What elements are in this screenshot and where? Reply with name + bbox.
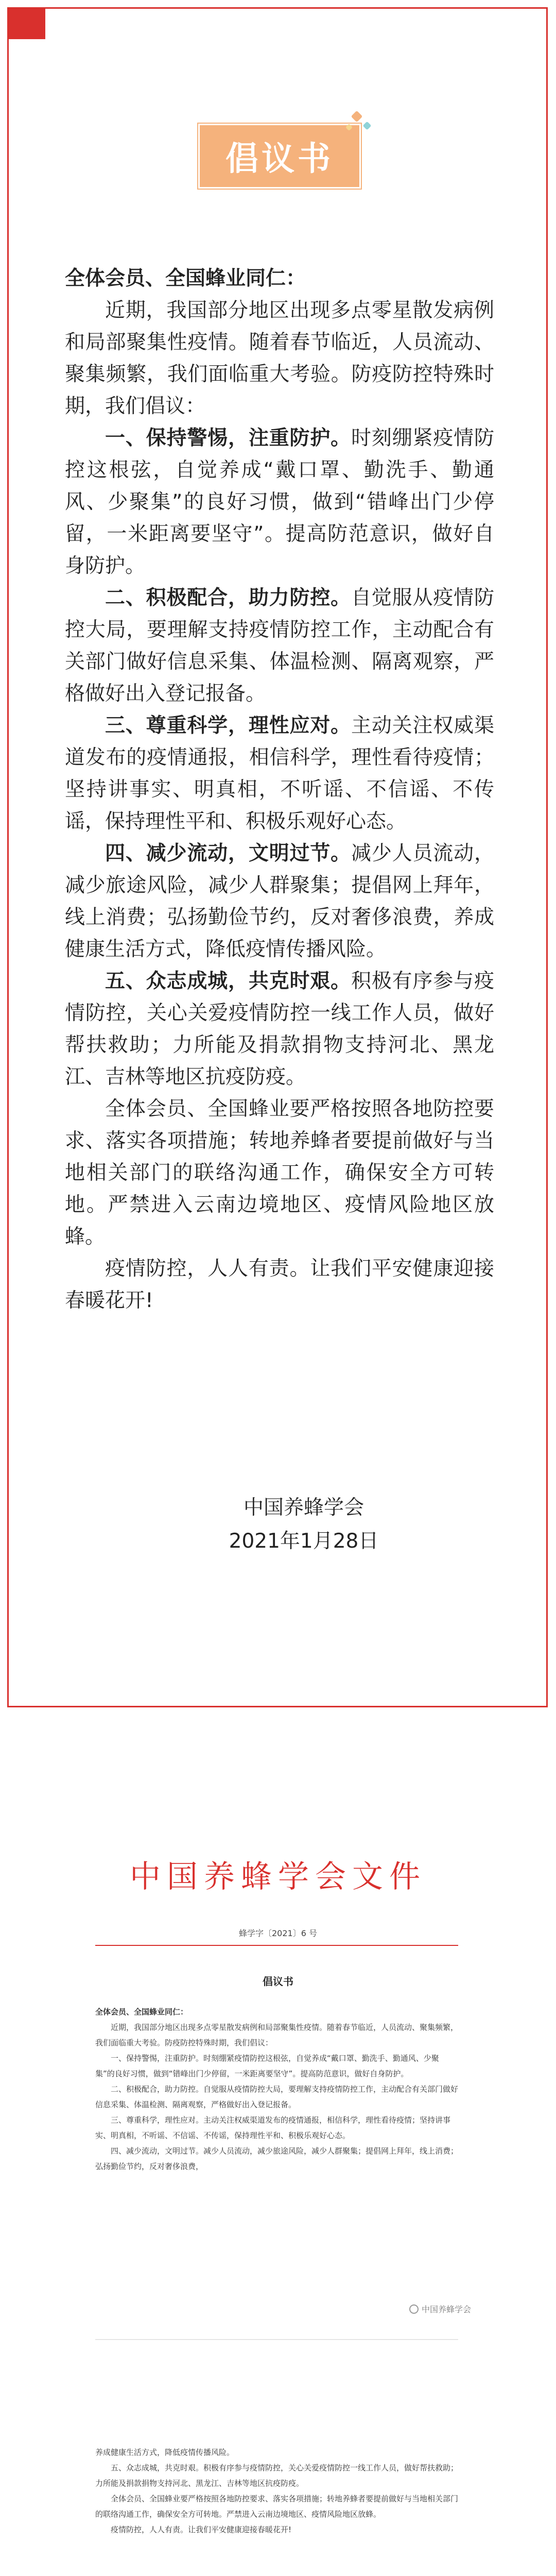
watermark-text: 中国养蜂学会 [422,2304,472,2314]
salutation: 全体会员、全国蜂业同仁： [65,267,306,290]
document-header: 中国养蜂学会文件 [130,1859,426,1895]
closing-paragraph: 全体会员、全国蜂业要严格按照各地防控要求、落实各项措施；转地养蜂者要提前做好与当地相关部门的联络沟通工作，确保安全方可转地。严禁进入云南边境地区、疫情风险地区放蜂。 [65,1097,494,1248]
item-paragraph [65,582,494,710]
doc-line: 养成健康生活方式，降低疫情传播风险。 [95,2448,235,2457]
header-divider [95,1945,458,1946]
signer: 中国养蜂学会 [243,1496,364,1519]
item-lead: 三、尊重科学，理性应对。 [105,714,351,737]
item-text: 积极有序参与疫情防控，关心关爱疫情防控一线工作人员，做好帮扶救助；力所能及捐款捐物支持河北、黑龙江、吉林等地区抗疫防疫。 [65,970,494,1089]
frame-corner-top-left [7,7,45,39]
item-paragraph [65,710,494,838]
doc-line: 疫情防控，人人有责。让我们平安健康迎接春暖花开! [111,2525,292,2534]
doc-line: 四、减少流动，文明过节。减少人员流动，减少旅途风险，减少人群聚集；提倡网上拜年，线上消费；弘扬勤俭节约，反对奢侈浪费， [95,2146,459,2171]
page-separator [95,2339,458,2340]
title-box [198,124,361,189]
item-text: 时刻绷紧疫情防控这根弦，自觉养成“戴口罩、勤洗手、勤通风、少聚集”的良好习惯，做到“错峰出门少停留，一米距离要坚守”。提高防范意识，做好自身防护。 [65,427,494,578]
page-title: 倡议书 [225,140,334,178]
item-paragraph [65,965,494,1093]
doc-line: 全体会员、全国蜂业同仁： [95,2007,188,2016]
item-text: 主动关注权威渠道发布的疫情通报，相信科学，理性看待疫情；坚持讲事实、明真相，不听谣、不信谣、不传谣，保持理性平和、积极乐观好心态。 [65,714,494,833]
item-lead: 二、积极配合，助力防控。 [105,586,351,609]
doc-line: 三、尊重科学，理性应对。主动关注权威渠道发布的疫情通报，相信科学，理性看待疫情；坚持讲事实、明真相，不听谣、不信谣、不传谣，保持理性平和、积极乐观好心态。 [95,2115,451,2140]
document-number: 蜂学字〔2021〕6 号 [239,1928,317,1938]
document-page-1 [95,2004,458,2174]
sign-date: 2021年1月28日 [229,1530,379,1553]
closing-paragraph: 疫情防控，人人有责。让我们平安健康迎接春暖花开! [65,1257,494,1312]
doc-line: 五、众志成城，共克时艰。积极有序参与疫情防控，关心关爱疫情防控一线工作人员，做好帮扶救助；力所能及捐款捐物支持河北、黑龙江、吉林等地区抗疫防疫。 [95,2463,459,2488]
document-page-2 [95,2445,458,2537]
item-text: 自觉服从疫情防控大局，要理解支持疫情防控工作，主动配合有关部门做好信息采集、体温检测、隔离观察，严格做好出入登记报备。 [65,586,494,705]
item-lead: 四、减少流动，文明过节。 [105,842,351,865]
document-title: 倡议书 [263,1975,293,1988]
doc-line: 近期，我国部分地区出现多点零星散发病例和局部聚集性疫情。随着春节临近，人员流动、聚集频繁，我们面临重大考验。防疫防控特殊时期，我们倡议： [95,2023,459,2047]
item-paragraph [65,422,494,582]
doc-line: 一、保持警惕，注重防护。时刻绷紧疫情防控这根弦，自觉养成“戴口罩、勤洗手、勤通风、少聚集”的良好习惯，做到“错峰出门少停留，一米距离要坚守”。提高防范意识，做好自身防护。 [95,2054,439,2078]
watermark [409,2303,471,2315]
doc-line: 全体会员、全国蜂业要严格按照各地防控要求、落实各项措施；转地养蜂者要提前做好与当地相关部门的联络沟通工作，确保安全方可转地。严禁进入云南边境地区、疫情风险地区放蜂。 [95,2494,459,2519]
letter-body [65,263,494,1317]
watermark-logo-icon [409,2304,419,2314]
item-paragraph [65,838,494,965]
title-banner [198,124,358,191]
intro-paragraph: 近期，我国部分地区出现多点零星散发病例和局部聚集性疫情。随着春节临近，人员流动、聚集频繁，我们面临重大考验。防疫防控特殊时期，我们倡议： [65,299,494,418]
item-text: 减少人员流动，减少旅途风险，减少人群聚集；提倡网上拜年，线上消费；弘扬勤俭节约，反对奢侈浪费，养成健康生活方式，降低疫情传播风险。 [65,842,494,961]
doc-line: 二、积极配合，助力防控。自觉服从疫情防控大局，要理解支持疫情防控工作，主动配合有关部门做好信息采集、体温检测、隔离观察，严格做好出入登记报备。 [95,2084,459,2109]
item-lead: 五、众志成城，共克时艰。 [105,970,351,993]
item-lead: 一、保持警惕，注重防护。 [105,427,351,450]
